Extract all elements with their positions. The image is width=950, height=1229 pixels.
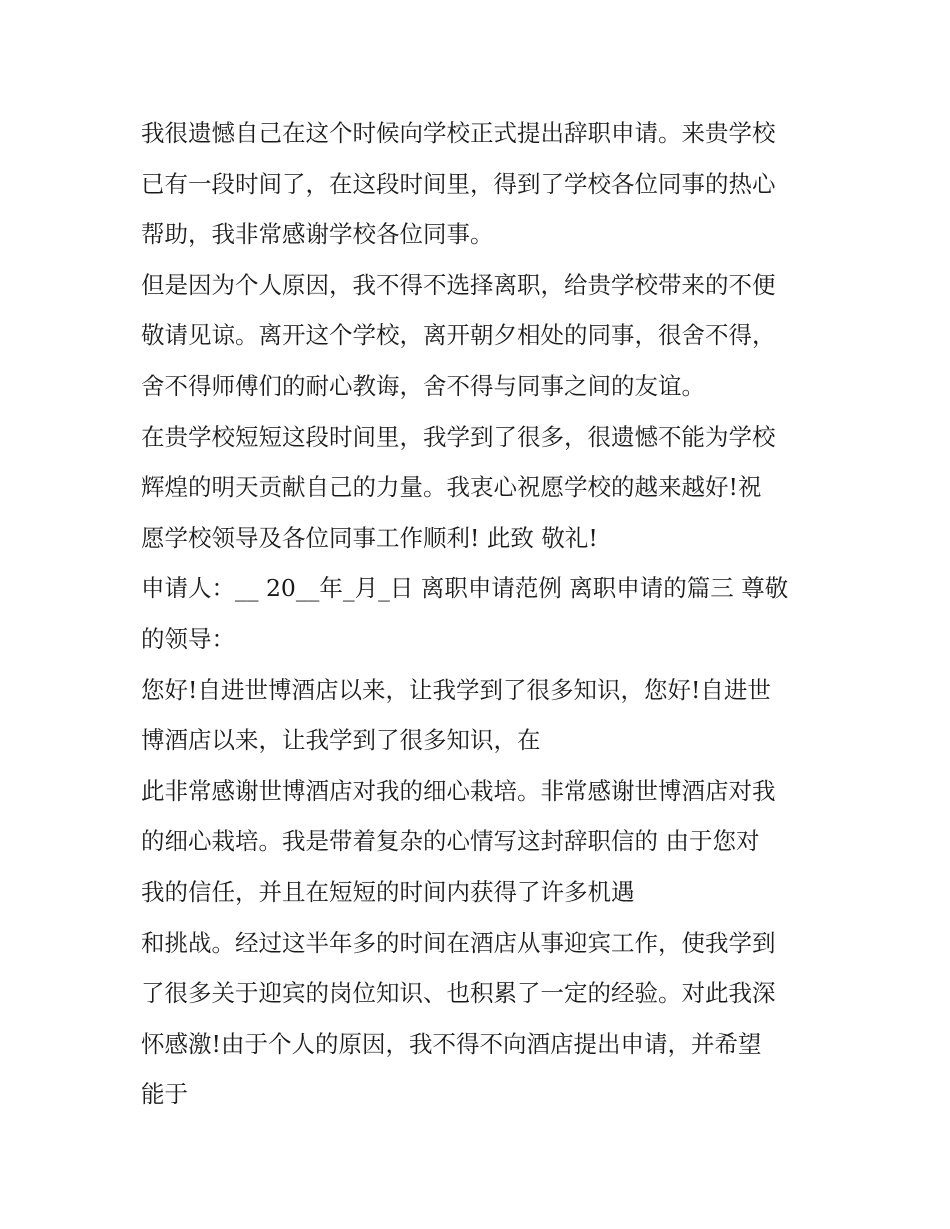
text-line-13: 博酒店以来，让我学到了很多知识，在 [141,726,541,755]
text-line-17: 和挑战。经过这半年多的时间在酒店从事迎宾工作，使我学到 [141,928,776,957]
text-line-6: 舍不得师傅们的耐心教诲，舍不得与同事之间的友谊。 [141,371,705,400]
text-line-18: 了很多关于迎宾的岗位知识、也积累了一定的经验。对此我深 [141,979,776,1008]
text-line-4: 但是因为个人原因，我不得不选择离职，给贵学校带来的不便 [141,270,776,299]
text-line-7: 在贵学校短短这段时间里，我学到了很多，很遗憾不能为学校 [141,422,776,451]
text-line-2: 已有一段时间了，在这段时间里，得到了学校各位同事的热心 [141,169,776,198]
text-line-11: 的领导： [141,624,235,653]
text-line-1: 我很遗憾自己在这个时候向学校正式提出辞职申请。来贵学校 [141,119,776,147]
text-line-19: 怀感激!由于个人的原因，我不得不向酒店提出申请，并希望 [141,1029,762,1058]
text-line-15: 的细心栽培。我是带着复杂的心情写这封辞职信的 由于您对 [141,827,760,856]
text-line-14: 此非常感谢世博酒店对我的细心栽培。非常感谢世博酒店对我 [141,776,776,805]
text-line-16: 我的信任，并且在短短的时间内获得了许多机遇 [141,877,635,906]
text-line-20: 能于 [141,1080,188,1109]
text-line-9: 愿学校领导及各位同事工作顺利! 此致 敬礼! [141,523,598,552]
document-body [141,108,821,1120]
text-line-10: 申请人：__ 20__年_月_日 离职申请范例 离职申请的篇三 尊敬 [141,574,789,603]
text-line-3: 帮助，我非常感谢学校各位同事。 [141,220,494,249]
text-line-12: 您好!自进世博酒店以来，让我学到了很多知识，您好!自进世 [141,675,771,704]
text-line-5: 敬请见谅。离开这个学校，离开朝夕相处的同事，很舍不得， [141,321,776,350]
text-line-8: 辉煌的明天贡献自己的力量。我衷心祝愿学校的越来越好!祝 [141,473,762,502]
